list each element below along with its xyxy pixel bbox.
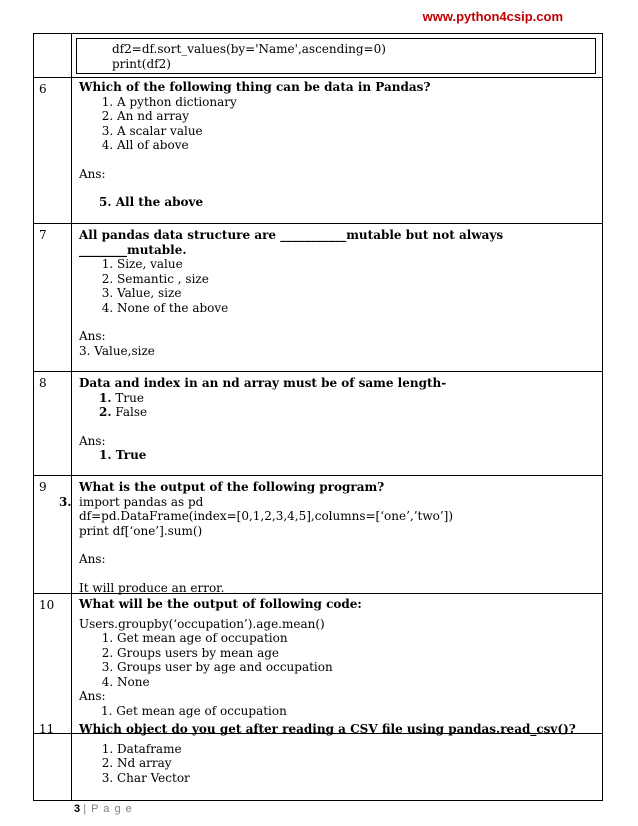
code-continuation [112, 42, 386, 71]
question-text: All pandas data structure are ___________mutable but not always [79, 228, 504, 242]
question-number: 9 [39, 480, 47, 494]
question-number: 11 [39, 722, 55, 736]
option: 2. Nd array [117, 756, 576, 771]
answer: 3. Value,size [79, 343, 155, 358]
answer: 1. Get mean age of occupation [101, 703, 287, 718]
question-text: Which object do you get after reading a CSV file using pandas.read_csv()? [79, 722, 576, 736]
question-number: 6 [39, 82, 47, 96]
option: 3. Char Vector [117, 771, 576, 786]
answer-label: Ans: [79, 329, 106, 343]
page-footer [74, 803, 133, 815]
page-number: 3 [74, 803, 81, 815]
code-line: import pandas as pd [79, 494, 204, 509]
option: 3. A scalar value [117, 124, 430, 139]
answer: It will produce an error. [79, 580, 225, 595]
answer: 5. All the above [99, 195, 204, 209]
option: 2. Groups users by mean age [117, 646, 362, 661]
answer-label: Ans: [79, 166, 106, 181]
question-number: 10 [39, 598, 55, 612]
option: 1. Size, value [117, 257, 503, 272]
option: 2. An nd array [117, 109, 430, 124]
question-8 [79, 376, 446, 463]
page-label: | P a g e [83, 803, 133, 815]
answer-label: Ans: [79, 552, 106, 566]
options-list [79, 95, 430, 153]
question-10 [79, 597, 362, 718]
option: 4. All of above [117, 138, 430, 153]
question-6 [79, 80, 430, 210]
option: 2. Semantic , size [117, 272, 503, 287]
options-list [79, 742, 576, 786]
code-line: Users.groupby(‘occupation’).age.mean() [79, 616, 325, 631]
code-line: print df[‘one’].sum() [79, 523, 203, 538]
code-line: print(df2) [112, 56, 171, 71]
option: 1. Get mean age of occupation [117, 631, 362, 646]
option: False [115, 405, 148, 419]
options-list [79, 257, 503, 315]
question-number: 7 [39, 228, 47, 242]
code-line: df2=df.sort_values(by='Name',ascending=0) [112, 42, 386, 56]
list-marker: 3. [59, 495, 72, 509]
option: 4. None [117, 675, 362, 690]
options-list [79, 631, 362, 689]
question-text-cont: ________mutable. [79, 242, 187, 257]
question-text: What is the output of the following program? [79, 480, 385, 494]
option: 4. None of the above [117, 301, 503, 316]
option: 1. A python dictionary [117, 95, 430, 110]
question-text: What will be the output of following code: [79, 597, 362, 611]
option: 3. Value, size [117, 286, 503, 301]
code-line: df=pd.DataFrame(index=[0,1,2,3,4,5],columns=[‘one’,’two’]) [79, 509, 454, 523]
site-url[interactable]: www.python4csip.com [422, 9, 563, 24]
option: True [115, 390, 144, 405]
question-9 [79, 480, 453, 595]
question-text: Which of the following thing can be data in Pandas? [79, 80, 431, 94]
option: 3. Groups user by age and occupation [117, 660, 362, 675]
question-7 [79, 228, 503, 358]
question-number: 8 [39, 376, 47, 390]
answer: 1. True [99, 448, 147, 462]
options-list: 1. True 2. False [99, 390, 148, 419]
question-11 [79, 722, 576, 785]
option: 1. Dataframe [117, 742, 576, 757]
answer-label: Ans: [79, 433, 106, 448]
question-text: Data and index in an nd array must be of same length- [79, 376, 447, 390]
answer-label: Ans: [79, 689, 106, 703]
